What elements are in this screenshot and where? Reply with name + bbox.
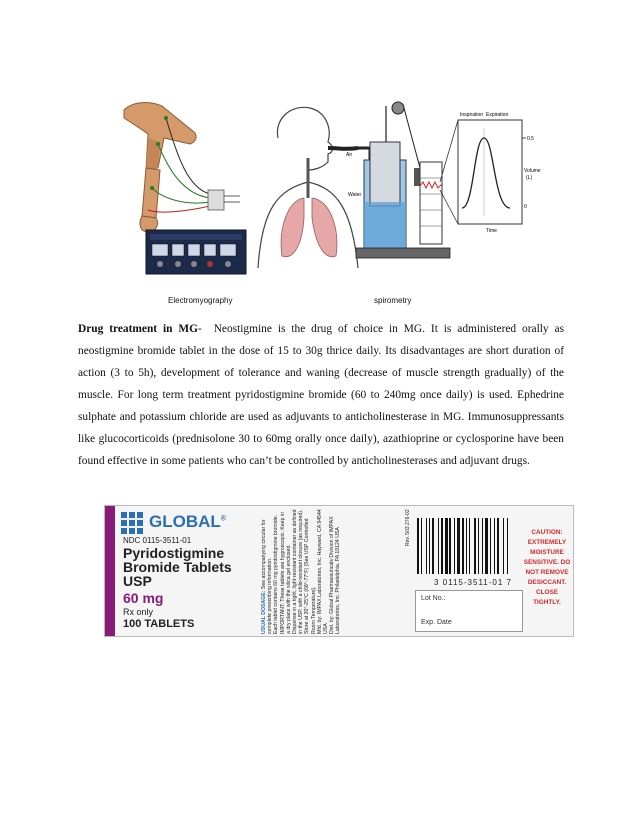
barcode (417, 518, 527, 574)
paragraph-body: Neostigmine is the drug of choice in MG. It is administered orally as neostigmine bromide tablet in the dose of 15 to 30g thrice daily. Its disadvantages are short duration of action (3 to 5h), development of tolerance and waning (decrease of muscle strength gradually) of the muscle. For long term treatment pyridostigmine bromide (60 to 240mg once daily) is used. Ephedrine sulphate and potassium chloride are used as adjuvants to anticholinesterase in MG. Immunosuppressants like glucocorticoids (prednisolone 30 to 60mg orally once daily), azathioprine or cyclosporine have been found effective in some patients who can’t be controlled by anticholinesterases and adjuvant drugs. (78, 323, 565, 467)
caution-text: CAUTION: EXTREMELY MOISTURE SENSITIVE. DO NOT REMOVE DESICCANT. CLOSE TIGHTLY. (523, 529, 571, 606)
drug-name-line1: Pyridostigmine (123, 545, 225, 561)
barcode-bar (454, 518, 455, 574)
paragraph-heading: Drug treatment in MG (78, 323, 199, 335)
barcode-bar (421, 518, 422, 574)
drug-name-line3: USP (123, 573, 152, 589)
inspiration-label: Inspiration (460, 112, 484, 118)
usual-dosage-head: USUAL DOSAGE: (261, 590, 267, 634)
heading-dash: - (198, 323, 202, 335)
dist-by: Dist. by: Global Pharmaceuticals Division of IMPAX Laboratories, Inc. Philadelphia, PA 19124 USA (329, 516, 342, 634)
lot-exp-box (415, 590, 523, 632)
barcode-bar (482, 518, 483, 574)
barcode-bar (469, 518, 470, 574)
rx-only: Rx only (123, 607, 154, 617)
barcode-bar (462, 518, 464, 574)
mfd-by: Mfd. by: IMPAX Laboratories, Inc. Hayward, CA 94544 USA (316, 509, 330, 634)
barcode-bar (417, 518, 419, 574)
barcode-bar (503, 518, 504, 574)
air-label: Air (346, 152, 353, 158)
label-info-text (261, 508, 393, 634)
barcode-bar (441, 518, 443, 574)
exp-date-label: Exp. Date (421, 619, 452, 626)
barcode-bar (478, 518, 479, 574)
time-label: Time (486, 228, 497, 234)
barcode-bar (438, 518, 439, 574)
drug-label (104, 505, 574, 637)
barcode-text: 3 0115-3511-01 7 (434, 578, 512, 587)
electromyography-figure (118, 98, 248, 276)
emg-caption: Electromyography (168, 296, 233, 305)
barcode-bar (429, 518, 430, 574)
barcode-bar (494, 518, 495, 574)
volume-unit: (L) (526, 175, 533, 181)
drug-name-line2: Bromide Tablets (123, 559, 232, 575)
ndc-number: NDC 0115-3511-01 (123, 536, 192, 545)
barcode-bar (449, 518, 451, 574)
globe-logo-icon (121, 512, 151, 534)
barcode-bar (485, 518, 488, 574)
brand-name: GLOBAL (149, 512, 221, 531)
barcode-bar (445, 518, 448, 574)
barcode-bar (497, 518, 499, 574)
tablet-count: 100 TABLETS (123, 618, 195, 630)
volume-label: Volume (524, 168, 541, 174)
label-purple-bar (105, 506, 115, 636)
barcode-bar (457, 518, 460, 574)
barcode-bar (466, 518, 467, 574)
important-note: IMPORTANT: These tablets are hygroscopic. Keep in a dry place with the silica gel enclosed. (279, 512, 292, 634)
usual-dosage: See accompanying circular for complete prescribing information. (261, 519, 274, 634)
expiration-label: Expiration (486, 112, 509, 118)
each-tablet: Each tablet contains 60 mg pyridostigmine bromide. (273, 514, 280, 634)
barcode-bar (507, 518, 508, 574)
drug-name (123, 546, 232, 588)
drug-treatment-paragraph (78, 318, 564, 472)
tick-top: 0.5 (527, 136, 534, 142)
revision: Rev. 503 276-02 (405, 509, 411, 546)
tick-bottom: 0 (524, 204, 527, 210)
strength: 60 mg (123, 590, 164, 606)
lot-number-label: Lot No.: (421, 595, 446, 602)
dispense-note: Dispense in a tight, light-resistant container as defined in the USP, with a child-resistant closure (as required). (292, 509, 305, 634)
barcode-bar (474, 518, 476, 574)
barcode-bar (426, 518, 427, 574)
barcode-bar (432, 518, 434, 574)
reg-mark: ® (220, 515, 226, 523)
barcode-bar (490, 518, 491, 574)
store-note: Store at 20°-25°C (68°-77°F) [See USP Controlled Room Temperature]. (304, 518, 317, 634)
spirometry-caption: spirometry (374, 296, 412, 305)
spirometry-figure (248, 98, 541, 268)
water-label: Water (348, 192, 362, 198)
